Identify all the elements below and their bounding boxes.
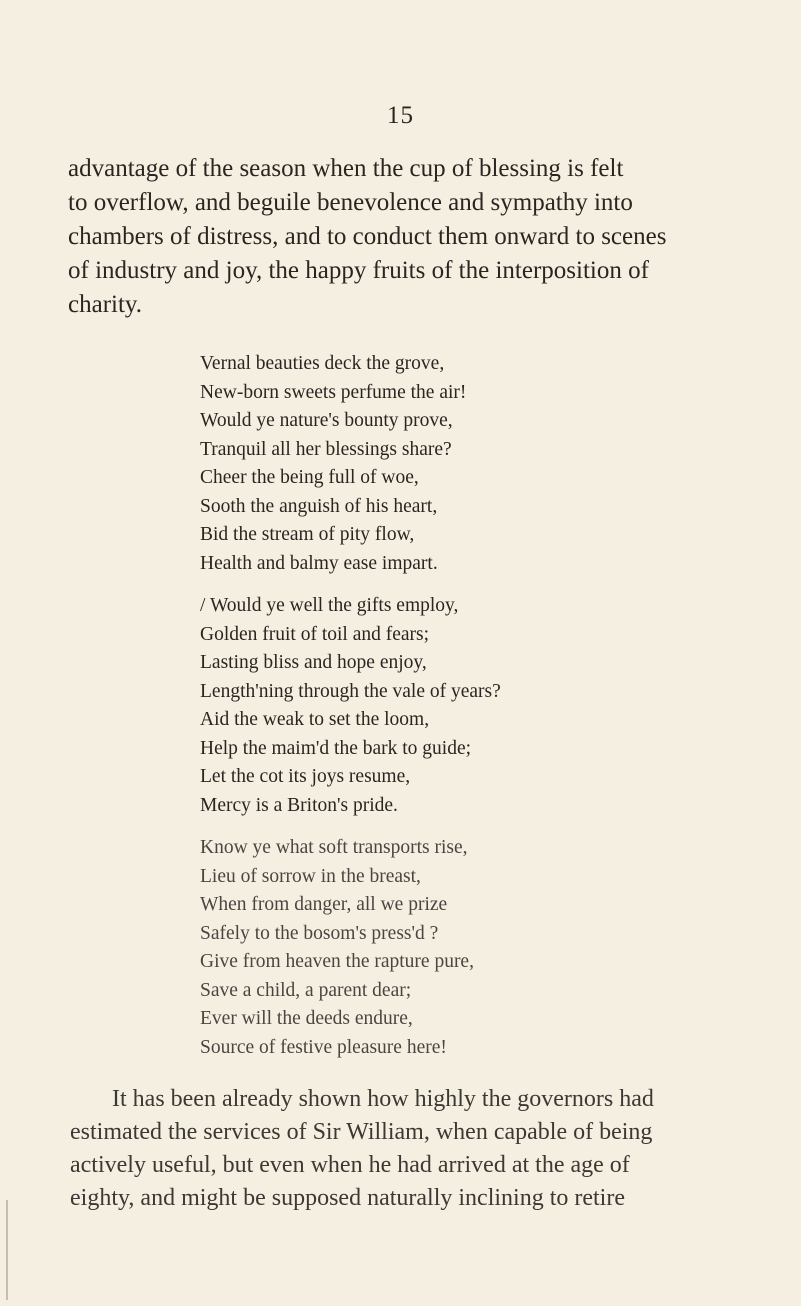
intro-line: chambers of distress, and to conduct them onward to scenes: [68, 223, 667, 250]
intro-line: advantage of the season when the cup of blessing is felt: [68, 155, 624, 182]
intro-line: of industry and joy, the happy fruits of the interposition of: [68, 257, 649, 284]
verse-line: Know ye what soft transports rise,: [200, 837, 468, 858]
verse-line: Safely to the bosom's press'd ?: [200, 922, 439, 944]
outro-line: It has been already shown how highly the governors had: [112, 1086, 654, 1112]
poem-stanza-1: [200, 350, 720, 578]
verse-line: Tranquil all her blessings share?: [200, 438, 452, 460]
page-number: 15: [387, 102, 414, 129]
intro-line: charity.: [68, 291, 143, 318]
verse-line: Health and balmy ease impart.: [200, 552, 438, 574]
verse-line: Help the maim'd the bark to guide;: [200, 737, 472, 759]
verse-line: Vernal beauties deck the grove,: [200, 353, 445, 374]
outro-line: actively useful, but even when he had arrived at the age of: [70, 1152, 630, 1178]
verse-line: Aid the weak to set the loom,: [200, 709, 430, 730]
outro-line: estimated the services of Sir William, when capable of being: [70, 1119, 653, 1145]
outro-paragraph: [70, 1083, 760, 1215]
verse-line: Mercy is a Briton's pride.: [200, 794, 398, 816]
verse-line: Lasting bliss and hope enjoy,: [200, 652, 427, 673]
verse-line: Length'ning through the vale of years?: [200, 680, 501, 702]
poem-stanza-2: [200, 592, 720, 820]
verse-line: When from danger, all we prize: [200, 894, 448, 915]
verse-line: Golden fruit of toil and fears;: [200, 623, 430, 645]
verse-line: Give from heaven the rapture pure,: [200, 951, 474, 972]
verse-line: New-born sweets perfume the air!: [200, 381, 467, 403]
verse-line: Let the cot its joys resume,: [200, 766, 411, 787]
poem: [200, 350, 720, 1076]
verse-line: Save a child, a parent dear;: [200, 979, 412, 1001]
margin-rule: [6, 1200, 8, 1300]
verse-line: Lieu of sorrow in the breast,: [200, 865, 421, 887]
verse-line: Source of festive pleasure here!: [200, 1036, 447, 1058]
intro-line: to overflow, and beguile benevolence and sympathy into: [68, 189, 633, 216]
verse-line: Would ye nature's bounty prove,: [200, 410, 453, 431]
verse-line: / Would ye well the gifts employ,: [200, 595, 459, 616]
verse-line: Sooth the anguish of his heart,: [200, 495, 438, 517]
verse-line: Cheer the being full of woe,: [200, 467, 419, 488]
verse-line: Ever will the deeds endure,: [200, 1008, 413, 1029]
outro-line: eighty, and might be supposed naturally inclining to retire: [70, 1185, 625, 1211]
verse-line: Bid the stream of pity flow,: [200, 524, 415, 545]
poem-stanza-3: [200, 834, 720, 1062]
intro-paragraph: [68, 152, 748, 322]
